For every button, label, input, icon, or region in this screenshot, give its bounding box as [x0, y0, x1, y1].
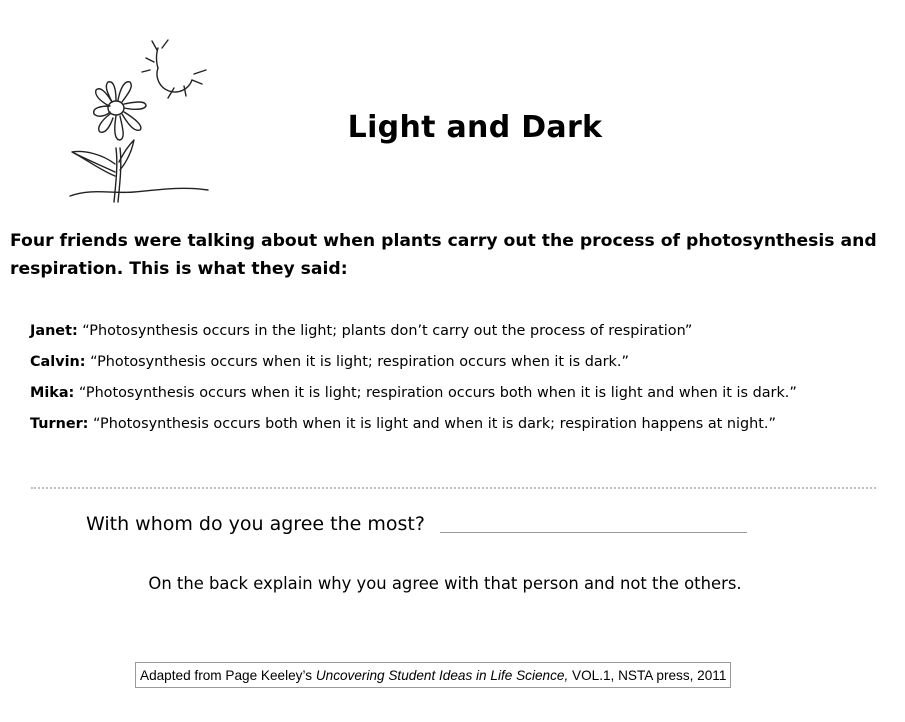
flower-sun-illustration [62, 36, 222, 206]
speaker-name: Janet: [30, 323, 78, 339]
quote-mika [30, 380, 900, 411]
citation-book-title: Uncovering Student Ideas in Life Science, [315, 668, 569, 683]
quote-turner [30, 411, 900, 442]
quote-janet [30, 318, 900, 349]
speaker-name: Calvin: [30, 354, 86, 370]
citation-prefix: Adapted from Page Keeley’s [140, 668, 313, 683]
page-title: Light and Dark [347, 110, 603, 145]
intro-paragraph: Four friends were talking about when plants carry out the process of photosynthesis and respiration. This is what they said: [10, 231, 877, 279]
speaker-name: Turner: [30, 416, 89, 432]
question-label: With whom do you agree the most? [86, 513, 425, 535]
quote-text: “Photosynthesis occurs when it is light; respiration occurs when it is dark.” [90, 354, 629, 370]
answer-field[interactable] [440, 532, 747, 533]
speaker-name: Mika: [30, 385, 75, 401]
citation-suffix: VOL.1, NSTA press, 2011 [572, 668, 727, 683]
dotted-divider [31, 487, 876, 489]
quote-calvin [30, 349, 900, 380]
flower-icon [70, 82, 208, 202]
instruction-text: On the back explain why you agree with that person and not the others. [148, 574, 742, 593]
quote-text: “Photosynthesis occurs in the light; plants don’t carry out the process of respiration” [82, 323, 693, 339]
quote-list [30, 318, 900, 442]
quote-text: “Photosynthesis occurs both when it is light and when it is dark; respiration happens at night.” [93, 416, 776, 432]
sun-icon [142, 40, 206, 98]
quote-text: “Photosynthesis occurs when it is light; respiration occurs both when it is light and when it is dark.” [78, 385, 797, 401]
citation-box [135, 662, 731, 688]
